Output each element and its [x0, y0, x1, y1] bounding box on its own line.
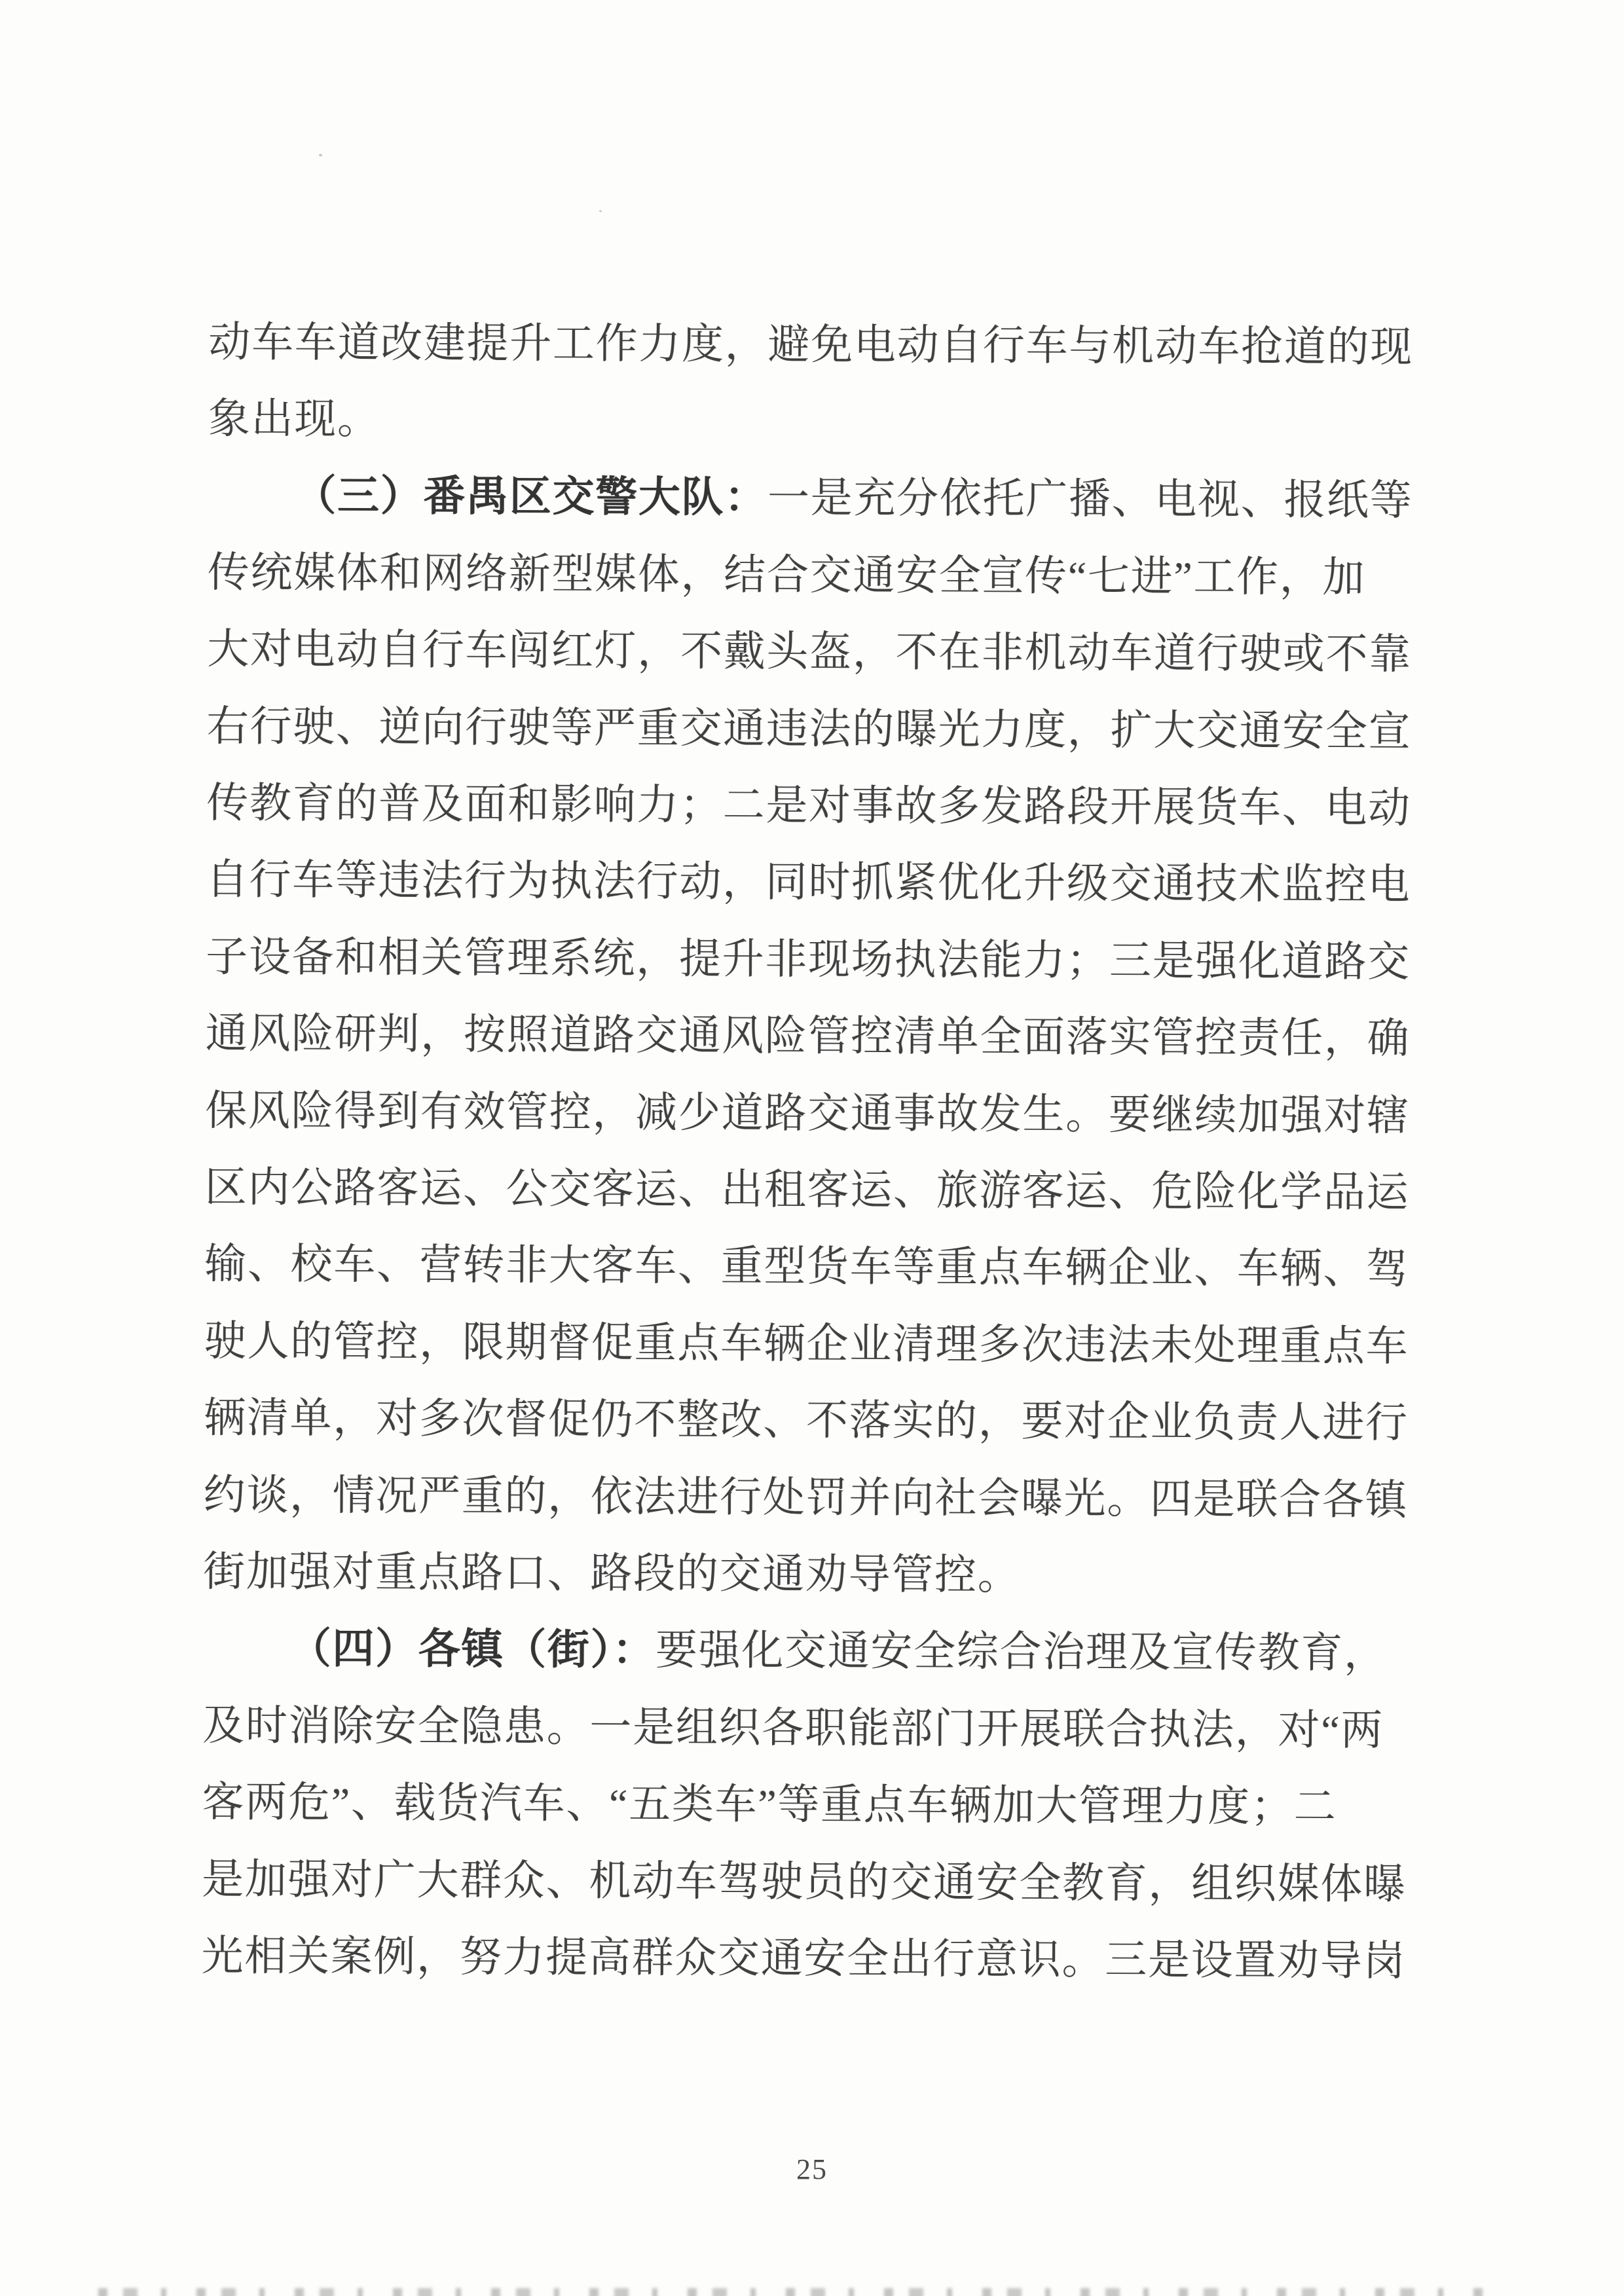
text-line: 动车车道改建提升工作力度，避免电动自行车与机动车抢道的现 — [208, 318, 1414, 371]
text-line: 保风险得到有效管控，减少道路交通事故发生。要继续加强对辖 — [205, 1087, 1410, 1139]
text-line: 传统媒体和网络新型媒体，结合交通安全宣传“七进”工作，加 — [207, 549, 1366, 601]
text-line: 自行车等违法行为执法行动，同时抓紧优化升级交通技术监控电 — [206, 856, 1411, 909]
text-line: 输、校车、营转非大客车、重型货车等重点车辆企业、车辆、驾 — [204, 1241, 1409, 1293]
section-heading: （三）番禺区交警大队： — [294, 473, 768, 522]
text-line: 大对电动自行车闯红灯，不戴头盔，不在非机动车道行驶或不靠 — [207, 626, 1412, 678]
text-line: 驶人的管控，限期督促重点车辆企业清理多次违法未处理重点车 — [204, 1317, 1409, 1370]
text-line: 及时消除安全隐患。一是组织各职能部门开展联合执法，对“两 — [202, 1702, 1384, 1754]
text-line: 客两危”、载货汽车、“五类车”等重点车辆加大管理力度；二 — [202, 1779, 1337, 1831]
text-line: （四）各镇（街）： 要强化交通安全综合治理及宣传教育， — [202, 1607, 1410, 1688]
text-line: （三）番禺区交警大队： 一是充分依托广播、电视、报纸等 — [208, 454, 1415, 536]
document-text-block — [201, 300, 1416, 1996]
text-line: 光相关案例，努力提高群众交通安全出行意识。三是设置劝导岗 — [201, 1932, 1407, 1984]
text-line: 约谈，情况严重的，依法进行处罚并向社会曝光。四是联合各镇 — [203, 1471, 1409, 1523]
text-line: 区内公路客运、公交客运、出租客运、旅游客运、危险化学品运 — [204, 1163, 1410, 1216]
text-line: 是加强对广大群众、机动车驾驶员的交通安全教育，组织媒体曝 — [201, 1855, 1407, 1908]
text-line: 象出现。 — [208, 395, 380, 443]
text-line: 街加强对重点路口、路段的交通劝导管控。 — [203, 1548, 1021, 1599]
text-line: 子设备和相关管理系统，提升非现场执法能力；三是强化道路交 — [206, 933, 1411, 985]
text-line: 通风险研判，按照道路交通风险管控清单全面落实管控责任，确 — [205, 1010, 1411, 1063]
scan-bleed-through — [98, 2288, 1493, 2296]
text-line: 右行驶、逆向行驶等严重交通违法的曝光力度，扩大交通安全宣 — [206, 702, 1412, 755]
page-number: 25 — [796, 2153, 828, 2185]
text-line: 辆清单，对多次督促仍不整改、不落实的，要对企业负责人进行 — [204, 1394, 1409, 1447]
scan-speck — [319, 154, 322, 156]
text-line: 传教育的普及面和影响力；二是对事故多发路段开展货车、电动 — [206, 780, 1412, 832]
scan-speck — [599, 210, 602, 212]
section-heading: （四）各镇（街）： — [289, 1625, 656, 1674]
